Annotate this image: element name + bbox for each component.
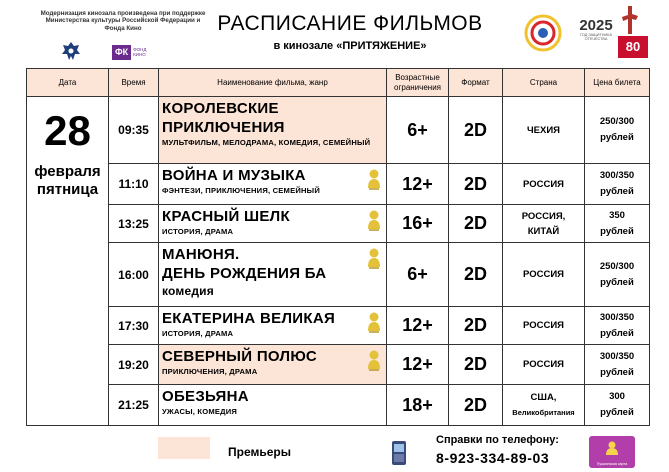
film-format: 2D <box>449 345 503 385</box>
showtime: 09:35 <box>109 97 159 164</box>
country-cell <box>503 205 585 243</box>
table-row <box>27 97 650 164</box>
phone-icon <box>390 440 408 466</box>
film-title-line: КОРОЛЕВСКИЕ <box>162 100 279 117</box>
support-text: Модернизация кинозала произведена при поддержке Министерства культуры Российской Федерации и Фонда Кино <box>40 10 206 32</box>
film-format: 2D <box>449 205 503 243</box>
film-cell <box>159 385 387 426</box>
table-row <box>27 307 650 345</box>
country-line: РОССИЯ <box>523 320 564 331</box>
showtime: 21:25 <box>109 385 159 426</box>
phone-label: Справки по телефону: <box>436 434 559 446</box>
pushkin-card-logo-icon <box>604 440 620 456</box>
table-row <box>27 385 650 426</box>
film-genre: МУЛЬТФИЛЬМ, МЕЛОДРАМА, КОМЕДИЯ, СЕМЕЙНЫЙ <box>162 138 371 147</box>
film-format: 2D <box>449 385 503 426</box>
price-cell <box>585 385 650 426</box>
table-row <box>27 243 650 307</box>
price-line: 300/350 <box>599 350 635 362</box>
film-genre: комедия <box>162 284 214 298</box>
film-format: 2D <box>449 243 503 307</box>
film-format: 2D <box>449 307 503 345</box>
ministry-emblem-icon <box>60 40 82 62</box>
country-line: РОССИЯ, <box>521 210 566 222</box>
price-line: рублей <box>600 225 634 237</box>
page-subtitle: в кинозале «ПРИТЯЖЕНИЕ» <box>273 40 427 52</box>
film-genre: УЖАСЫ, КОМЕДИЯ <box>162 407 238 416</box>
age-rating: 12+ <box>387 345 449 385</box>
price-line: 300 <box>609 391 625 402</box>
table-row <box>27 164 650 205</box>
film-title-line: СЕВЕРНЫЙ ПОЛЮС <box>162 348 318 365</box>
country-line: США, <box>530 392 557 403</box>
showtime: 16:00 <box>109 243 159 307</box>
pushkin-card-icon <box>365 311 383 333</box>
country-cell <box>503 307 585 345</box>
victory-80-logo-icon <box>614 4 650 60</box>
table-row <box>27 205 650 243</box>
column-header-country: Страна <box>503 69 585 97</box>
price-line: рублей <box>600 327 634 339</box>
country-cell <box>503 164 585 205</box>
table-row <box>27 345 650 385</box>
pushkin-card-logo <box>589 436 635 468</box>
age-rating: 12+ <box>387 307 449 345</box>
showtime: 17:30 <box>109 307 159 345</box>
date-weekday: пятница <box>36 181 99 198</box>
film-genre: ИСТОРИЯ, ДРАМА <box>162 329 234 338</box>
country-line: Великобритания <box>512 408 575 417</box>
film-cell <box>159 205 387 243</box>
film-title-line: ПРИКЛЮЧЕНИЯ <box>162 119 285 136</box>
film-title-line: МАНЮНЯ. <box>162 246 240 263</box>
country-cell <box>503 345 585 385</box>
country-cell <box>503 243 585 307</box>
price-cell <box>585 307 650 345</box>
age-rating: 12+ <box>387 164 449 205</box>
film-genre: ФЭНТЕЗИ, ПРИКЛЮЧЕНИЯ, СЕМЕЙНЫЙ <box>162 186 320 195</box>
film-title-line: ДЕНЬ РОЖДЕНИЯ БА <box>162 265 327 282</box>
price-cell <box>585 243 650 307</box>
column-header-format: Формат <box>449 69 503 97</box>
date-day: 28 <box>44 107 91 154</box>
price-line: 250/300 <box>599 260 635 272</box>
film-title-line: ВОЙНА И МУЗЫКА <box>162 167 306 184</box>
pushkin-card-icon <box>365 209 383 231</box>
film-genre: ПРИКЛЮЧЕНИЯ, ДРАМА <box>162 367 258 376</box>
film-title-line: ЕКАТЕРИНА ВЕЛИКАЯ <box>162 310 336 327</box>
date-month: февраля <box>34 163 101 180</box>
country-cell <box>503 385 585 426</box>
film-cell <box>159 164 387 205</box>
pushkin-card-icon <box>365 349 383 371</box>
svg-text:80: 80 <box>625 39 641 54</box>
schedule-table <box>26 68 650 426</box>
age-rating: 6+ <box>387 97 449 164</box>
country-line: РОССИЯ <box>523 359 564 370</box>
column-header-age: Возрастные ограничения <box>387 69 449 97</box>
country-cell <box>503 97 585 164</box>
column-header-price: Цена билета <box>585 69 650 97</box>
year-logo <box>576 18 616 48</box>
film-format: 2D <box>449 164 503 205</box>
price-line: 350 <box>609 209 625 221</box>
price-line: 250/300 <box>599 116 635 127</box>
price-line: рублей <box>600 132 634 143</box>
age-rating: 16+ <box>387 205 449 243</box>
pushkin-card-icon <box>365 168 383 190</box>
film-cell <box>159 345 387 385</box>
year-logo-number: 2025 <box>579 17 613 34</box>
country-line: РОССИЯ <box>523 178 564 190</box>
pushkin-card-icon <box>365 247 383 269</box>
age-rating: 18+ <box>387 385 449 426</box>
premiere-legend-swatch <box>158 437 210 459</box>
showtime: 13:25 <box>109 205 159 243</box>
age-rating: 6+ <box>387 243 449 307</box>
film-cell <box>159 243 387 307</box>
price-cell <box>585 205 650 243</box>
price-line: рублей <box>600 366 634 378</box>
pushkin-card-label: Пушкинская карта <box>596 462 628 466</box>
showtime: 11:10 <box>109 164 159 205</box>
page-title: РАСПИСАНИЕ ФИЛЬМОВ <box>217 12 483 35</box>
price-line: 300/350 <box>599 311 635 323</box>
date-cell <box>27 97 109 426</box>
year-logo-caption: ГОД ЗАЩИТНИКА ОТЕЧЕСТВА <box>580 33 612 42</box>
film-title-line: ОБЕЗЬЯНА <box>162 388 249 405</box>
price-cell <box>585 97 650 164</box>
column-header-time: Время <box>109 69 159 97</box>
cinema-circle-logo-icon <box>524 14 562 52</box>
price-line: рублей <box>600 407 634 418</box>
price-cell <box>585 164 650 205</box>
film-title-line: КРАСНЫЙ ШЕЛК <box>162 208 290 225</box>
fond-kino-logo <box>112 44 164 60</box>
film-genre: ИСТОРИЯ, ДРАМА <box>162 227 234 236</box>
film-format: 2D <box>449 97 503 164</box>
country-line: ЧЕХИЯ <box>526 124 560 136</box>
showtime: 19:20 <box>109 345 159 385</box>
fk-logo-mark: ФК <box>112 45 131 60</box>
fk-logo-text: ФОНД КИНО <box>133 47 147 57</box>
phone-number: 8-923-334-89-03 <box>436 450 550 466</box>
table-header-row <box>27 69 650 97</box>
price-line: 300/350 <box>599 170 635 181</box>
price-line: рублей <box>600 186 634 197</box>
film-cell <box>159 97 387 164</box>
film-cell <box>159 307 387 345</box>
column-header-film: Наименование фильма, жанр <box>159 69 387 97</box>
column-header-date: Дата <box>27 69 109 97</box>
price-cell <box>585 345 650 385</box>
premiere-legend-label: Премьеры <box>228 445 291 459</box>
country-line: КИТАЙ <box>527 225 560 237</box>
price-line: рублей <box>600 276 634 288</box>
header <box>0 0 669 68</box>
country-line: РОССИЯ <box>523 269 564 280</box>
